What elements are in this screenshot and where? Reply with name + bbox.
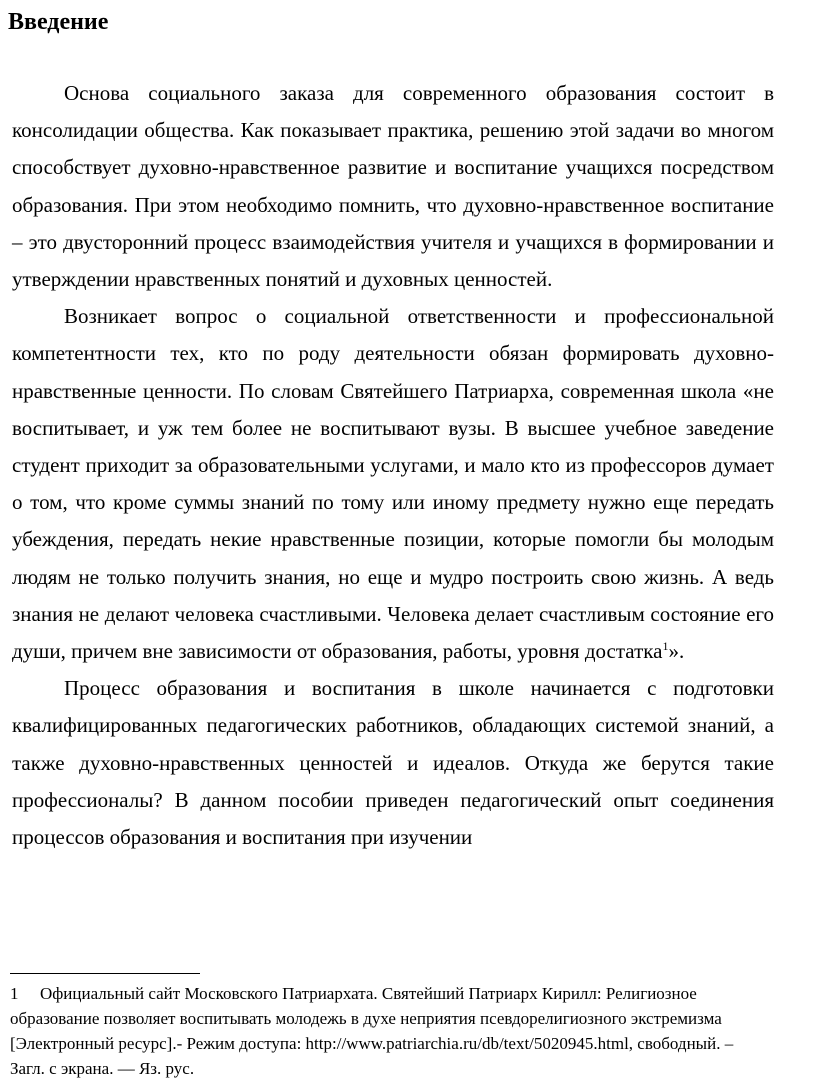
footnote-number: 1	[10, 984, 19, 1003]
paragraph-2-tail: ».	[668, 639, 685, 664]
body-text	[12, 75, 774, 856]
paragraph-2-text: Возникает вопрос о социальной ответственности и профессиональной компетентности тех, кто по роду деятельности обязан формировать духовно-нравственные ценности. По словам Святейшего Патриарха, современная школа «не воспитывает, и уж тем более не воспитывают вузы. В высшее учебное заведение студент приходит за образовательными услугами, и мало кто из профессоров думает о том, что кроме суммы знаний по тому или иному предмету нужно еще передать убеждения, передать некие нравственные позиции, которые помогли бы молодым людям не только получить знания, но еще и мудро построить свою жизнь. А ведь знания не делают человека счастливыми. Человека делает счастливым состояние его души, причем вне зависимости от образования, работы, уровня достатка	[12, 304, 774, 664]
footnote-text: Официальный сайт Московского Патриархата. Святейший Патриарх Кирилл: Религиозное образование позволяет воспитывать молодежь в духе неприятия псевдорелигиозного экстремизма [Электронный ресурс].- Режим доступа: http://www.patriarchia.ru/db/text/5020945.html, свободный. – Загл. с экрана. — Яз. рус.	[10, 984, 734, 1078]
footnote-divider	[10, 973, 200, 974]
paragraph-2	[12, 298, 774, 670]
page-heading: Введение	[8, 9, 109, 35]
paragraph-3: Процесс образования и воспитания в школе начинается с подготовки квалифицированных педагогических работников, обладающих системой знаний, а также духовно-нравственных ценностей и идеалов. Откуда же берутся такие профессионалы? В данном пособии приведен педагогический опыт соединения процессов образования и воспитания при изучении	[12, 676, 774, 850]
paragraph-1: Основа социального заказа для современного образования состоит в консолидации общества. Как показывает практика, решению этой задачи во многом способствует духовно-нравственное развитие и воспитание учащихся посредством образования. При этом необходимо помнить, что духовно-нравственное воспитание – это двусторонний процесс взаимодействия учителя и учащихся в формировании и утверждении нравственных понятий и духовных ценностей.	[12, 81, 774, 292]
footnote	[10, 981, 750, 1081]
footnote-reference[interactable]: 1	[662, 639, 669, 654]
